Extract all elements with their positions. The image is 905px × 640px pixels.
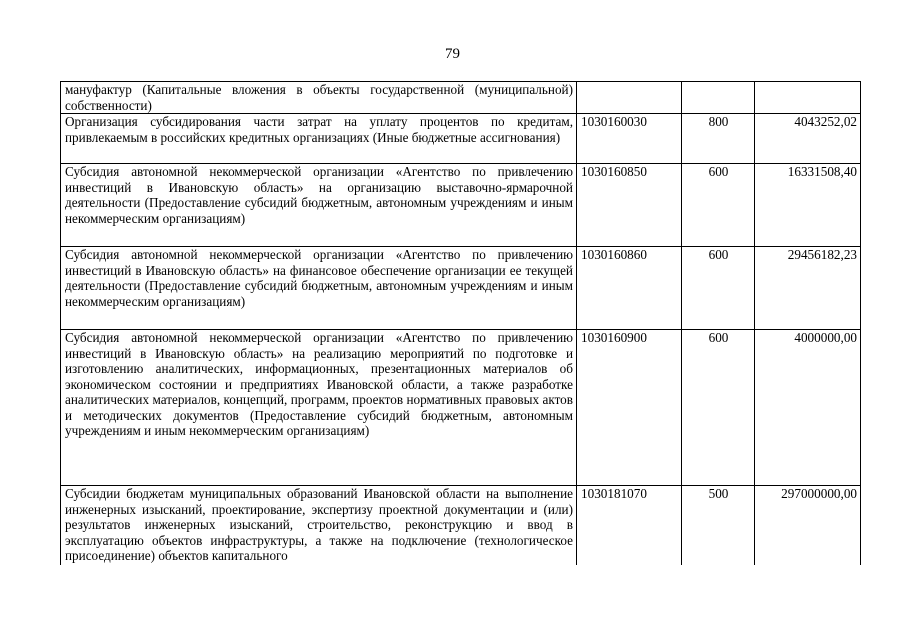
row-expense-type — [682, 82, 755, 114]
row-target-code: 1030160860 — [577, 247, 682, 330]
row-amount: 297000000,00 — [755, 486, 861, 566]
row-description: Субсидия автономной некоммерческой организации «Агентство по привлечению инвестиций в Ивановскую область» на организацию выставочно-ярмарочной деятельности (Предоставление субсидий бюджетным, автономным учреждениям и иным некоммерческим организациям) — [61, 164, 577, 247]
row-expense-type: 500 — [682, 486, 755, 566]
row-target-code: 1030160850 — [577, 164, 682, 247]
row-target-code — [577, 82, 682, 114]
row-description: Субсидия автономной некоммерческой организации «Агентство по привлечению инвестиций в Ивановскую область» на реализацию мероприятий по подготовке и изготовлению аналитических, информационных, презентационных материалов об экономическом состоянии и предприятиях Ивановской области, а также разработке аналитических материалов, концепций, программ, проектов нормативных правовых актов и методических документов (Предоставление субсидий бюджетным, автономным учреждениям и иным некоммерческим организациям) — [61, 330, 577, 486]
table-row — [61, 82, 861, 114]
row-amount: 4043252,02 — [755, 114, 861, 164]
page-number: 79 — [445, 46, 460, 62]
table-row — [61, 330, 861, 486]
row-description: мануфактур (Капитальные вложения в объекты государственной (муниципальной) собственности) — [61, 82, 577, 114]
row-description: Субсидия автономной некоммерческой организации «Агентство по привлечению инвестиций в Ивановскую область» на финансовое обеспечение организации ее текущей деятельности (Предоставление субсидий бюджетным, автономным учреждениям и иным некоммерческим организациям) — [61, 247, 577, 330]
table-row — [61, 486, 861, 566]
row-amount — [755, 82, 861, 114]
row-amount: 29456182,23 — [755, 247, 861, 330]
row-expense-type: 600 — [682, 247, 755, 330]
row-amount: 4000000,00 — [755, 330, 861, 486]
row-target-code: 1030160030 — [577, 114, 682, 164]
table-row — [61, 114, 861, 164]
table-row — [61, 247, 861, 330]
row-expense-type: 600 — [682, 164, 755, 247]
row-expense-type: 800 — [682, 114, 755, 164]
row-description: Организация субсидирования части затрат на уплату процентов по кредитам, привлекаемым в российских кредитных организациях (Иные бюджетные ассигнования) — [61, 114, 577, 164]
row-amount: 16331508,40 — [755, 164, 861, 247]
row-expense-type: 600 — [682, 330, 755, 486]
table-row — [61, 164, 861, 247]
row-description: Субсидии бюджетам муниципальных образований Ивановской области на выполнение инженерных изысканий, проектирование, экспертизу проектной документации и (или) результатов инженерных изысканий, строительство, реконструкцию и ввод в эксплуатацию объектов инфраструктуры, а также на подключение (технологическое присоединение) объектов капитального — [61, 486, 577, 566]
row-target-code: 1030160900 — [577, 330, 682, 486]
row-target-code: 1030181070 — [577, 486, 682, 566]
budget-table — [60, 81, 861, 565]
